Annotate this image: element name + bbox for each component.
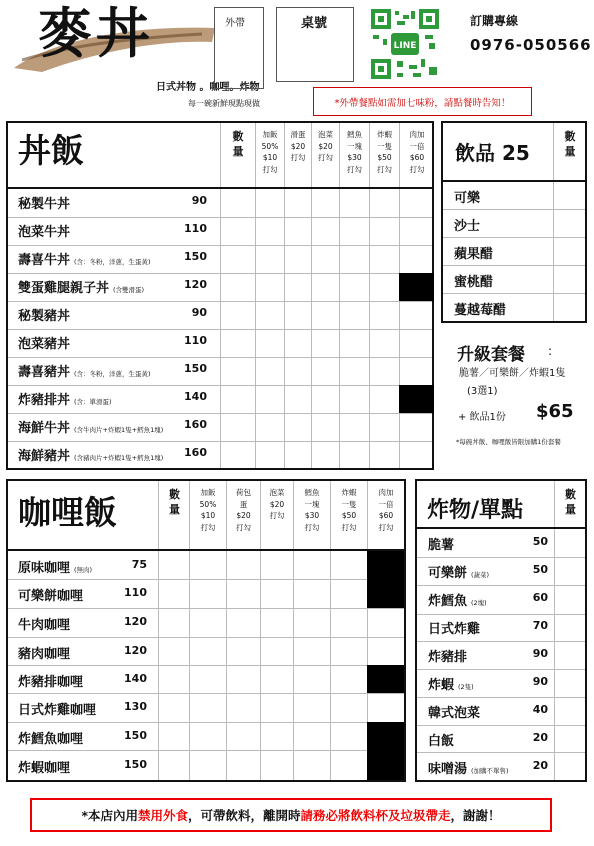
unavailable-cell bbox=[399, 385, 434, 413]
brand-logo: 麥丼 bbox=[38, 1, 154, 65]
menu-item[interactable] bbox=[18, 445, 163, 464]
donburi-addon-header: 肉加 一倍 $60 打勾 bbox=[409, 130, 425, 174]
menu-item-name: 炸蝦咖哩 bbox=[18, 761, 71, 776]
donburi-addon-header: 加飯 50% $10 打勾 bbox=[261, 130, 279, 174]
footer-highlight: 禁用外食 bbox=[137, 808, 188, 823]
menu-item-price: 120 bbox=[124, 644, 147, 657]
donburi-addon-header: 滑蛋 $20 打勾 bbox=[290, 130, 306, 163]
hotline-phone: 0976-050566 bbox=[470, 36, 592, 54]
menu-item-price: 120 bbox=[124, 615, 147, 628]
menu-item-name: 白飯 bbox=[428, 734, 455, 749]
menu-item-name: 可樂餅 bbox=[428, 566, 468, 581]
menu-item-price: 150 bbox=[184, 250, 207, 263]
menu-item-name: 蔓越莓醋 bbox=[454, 303, 507, 318]
unavailable-cell bbox=[367, 750, 404, 780]
menu-item-name: 蜜桃醋 bbox=[454, 275, 494, 290]
menu-item-note: (含：冬粉，洋蔥，生蛋黃) bbox=[74, 370, 151, 378]
menu-item-note: (2塊) bbox=[471, 599, 487, 607]
menu-item-name: 壽喜牛丼 bbox=[18, 253, 71, 268]
menu-item-name: 海鮮豬丼 bbox=[18, 449, 71, 464]
footer-text: ，謝謝！ bbox=[450, 808, 501, 823]
menu-item[interactable] bbox=[18, 305, 70, 324]
takeout-label: 外帶 bbox=[225, 18, 245, 29]
curry-title: 咖哩飯 bbox=[18, 493, 117, 532]
drinks-qty-header: 數 量 bbox=[564, 130, 576, 159]
upgrade-choice-note: (3選1) bbox=[467, 386, 498, 397]
menu-item[interactable] bbox=[18, 361, 151, 380]
menu-item-note: (含豬肉片+炸蝦1隻+鱈魚1塊) bbox=[74, 454, 164, 462]
menu-item-name: 日式炸雞 bbox=[428, 622, 481, 637]
menu-item[interactable] bbox=[454, 243, 493, 262]
unavailable-cell bbox=[399, 273, 434, 301]
menu-item-name: 炸豬排咖哩 bbox=[18, 675, 84, 690]
menu-item-name: 炸豬排丼 bbox=[18, 393, 71, 408]
menu-item-price: 140 bbox=[184, 390, 207, 403]
upgrade-colon: : bbox=[548, 344, 553, 358]
menu-item-note: (含牛肉片+炸蝦1隻+鱈魚1塊) bbox=[74, 426, 164, 434]
menu-item-price: 110 bbox=[184, 222, 207, 235]
menu-item[interactable] bbox=[18, 417, 163, 436]
menu-item[interactable] bbox=[454, 187, 480, 206]
takeout-note: *外帶餐點如需加七味粉，請點餐時告知！ bbox=[313, 87, 532, 116]
menu-item-name: 炸鱈魚 bbox=[428, 594, 468, 609]
menu-item-name: 秘製豬丼 bbox=[18, 309, 71, 324]
menu-item[interactable] bbox=[18, 757, 70, 776]
menu-item-price: 140 bbox=[124, 672, 147, 685]
menu-item-price: 50 bbox=[532, 563, 548, 576]
menu-item[interactable] bbox=[428, 590, 487, 609]
menu-item-price: 90 bbox=[532, 675, 548, 688]
menu-item-name: 壽喜豬丼 bbox=[18, 365, 71, 380]
menu-item-name: 炸豬排 bbox=[428, 650, 468, 665]
upgrade-options: 脆薯／可樂餅／炸蝦1隻 bbox=[459, 368, 566, 379]
menu-item[interactable] bbox=[18, 728, 83, 747]
menu-item[interactable] bbox=[428, 562, 489, 581]
upgrade-note: *每碗丼飯、咖哩飯皆限加購1份套餐 bbox=[456, 438, 561, 446]
menu-item-name: 可樂 bbox=[454, 191, 481, 206]
menu-item-name: 脆薯 bbox=[428, 538, 455, 553]
curry-addon-header: 鱈魚 一塊 $30 打勾 bbox=[304, 488, 320, 532]
menu-item-price: 40 bbox=[532, 703, 548, 716]
menu-item-name: 秘製牛丼 bbox=[18, 197, 71, 212]
menu-item-note: (加購不單售) bbox=[471, 767, 509, 775]
qr-line-label: LINE bbox=[393, 41, 417, 51]
menu-item-price: 70 bbox=[532, 619, 548, 632]
menu-item[interactable] bbox=[454, 215, 480, 234]
menu-item-note: (含雙滑蛋) bbox=[113, 286, 145, 294]
menu-item-name: 原味咖哩 bbox=[18, 561, 71, 576]
curry-addon-header: 加飯 50% $10 打勾 bbox=[199, 488, 217, 532]
menu-item-price: 60 bbox=[532, 591, 548, 604]
upgrade-price: $65 bbox=[536, 401, 574, 422]
menu-item-price: 160 bbox=[184, 418, 207, 431]
curry-qty-header: 數 量 bbox=[169, 488, 180, 517]
fried-qty-header: 數 量 bbox=[565, 488, 576, 517]
menu-item-price: 90 bbox=[191, 306, 207, 319]
menu-item-price: 90 bbox=[191, 194, 207, 207]
menu-item-price: 110 bbox=[184, 334, 207, 347]
footer-text: *本店內用 bbox=[81, 808, 138, 823]
menu-item[interactable] bbox=[428, 702, 480, 721]
curry-addon-header: 肉加 一倍 $60 打勾 bbox=[378, 488, 394, 532]
menu-item[interactable] bbox=[428, 646, 467, 665]
menu-item[interactable] bbox=[428, 674, 474, 693]
menu-item-note: (含：單滑蛋) bbox=[74, 398, 112, 406]
menu-item-price: 150 bbox=[124, 758, 147, 771]
hotline-label: 訂購專線 bbox=[470, 14, 519, 28]
menu-item-price: 75 bbox=[131, 558, 147, 571]
menu-item-price: 20 bbox=[532, 759, 548, 772]
menu-item-name: 炸蝦 bbox=[428, 678, 455, 693]
unavailable-cell bbox=[367, 551, 404, 579]
table-number-field[interactable] bbox=[276, 7, 354, 82]
menu-item[interactable] bbox=[18, 699, 96, 718]
menu-item-price: 150 bbox=[184, 362, 207, 375]
menu-item[interactable] bbox=[18, 193, 70, 212]
menu-item-name: 泡菜豬丼 bbox=[18, 337, 71, 352]
curry-addon-header: 炸蝦 一隻 $50 打勾 bbox=[341, 488, 357, 532]
menu-item-name: 蘋果醋 bbox=[454, 247, 494, 262]
menu-item-name: 雙蛋雞腿親子丼 bbox=[18, 281, 110, 296]
menu-item[interactable] bbox=[18, 557, 92, 576]
footer-highlight: 請務必將飲料杯及垃圾帶走 bbox=[300, 808, 451, 823]
menu-item-note: (2隻) bbox=[458, 683, 474, 691]
fried-title: 炸物/單點 bbox=[427, 498, 524, 523]
menu-item[interactable] bbox=[428, 758, 509, 777]
menu-item[interactable] bbox=[18, 389, 112, 408]
menu-item[interactable] bbox=[18, 333, 70, 352]
menu-item-price: 130 bbox=[124, 700, 147, 713]
menu-item-name: 泡菜牛丼 bbox=[18, 225, 71, 240]
unavailable-cell bbox=[367, 722, 404, 750]
qr-code-icon bbox=[369, 7, 441, 81]
menu-item-name: 可樂餅咖哩 bbox=[18, 589, 84, 604]
menu-item-price: 90 bbox=[532, 647, 548, 660]
menu-item-name: 韓式泡菜 bbox=[428, 706, 481, 721]
menu-item-price: 160 bbox=[184, 446, 207, 459]
menu-item[interactable] bbox=[18, 614, 70, 633]
menu-item[interactable] bbox=[18, 585, 83, 604]
brand-tagline: 日式丼物 。咖哩。炸物 bbox=[156, 82, 260, 93]
menu-item-name: 豬肉咖哩 bbox=[18, 647, 71, 662]
menu-item-price: 150 bbox=[124, 729, 147, 742]
upgrade-title: 升級套餐 bbox=[457, 345, 525, 365]
menu-item-price: 120 bbox=[184, 278, 207, 291]
curry-addon-header: 荷包 蛋 $20 打勾 bbox=[236, 488, 251, 532]
footer-text: ，可帶飲料，離開時 bbox=[188, 808, 301, 823]
menu-item-name: 炸鱈魚咖哩 bbox=[18, 732, 84, 747]
menu-item[interactable] bbox=[18, 671, 83, 690]
menu-item[interactable] bbox=[18, 277, 144, 296]
curry-addon-header: 泡菜 $20 打勾 bbox=[269, 488, 285, 521]
drinks-title: 飲品 25 bbox=[455, 141, 530, 165]
donburi-addon-header: 泡菜 $20 打勾 bbox=[318, 130, 333, 163]
menu-item[interactable] bbox=[454, 271, 493, 290]
menu-item-name: 味噌湯 bbox=[428, 762, 468, 777]
footer-notice bbox=[30, 798, 552, 832]
menu-item[interactable] bbox=[428, 618, 480, 637]
menu-item-name: 沙士 bbox=[454, 219, 481, 234]
takeout-checkbox[interactable] bbox=[214, 7, 264, 89]
menu-item-note: (無肉) bbox=[74, 566, 93, 574]
menu-item[interactable] bbox=[18, 221, 70, 240]
menu-item-note: (蔬菜) bbox=[471, 571, 490, 579]
menu-item-name: 海鮮牛丼 bbox=[18, 421, 71, 436]
menu-item-price: 20 bbox=[532, 731, 548, 744]
donburi-addon-header: 鱈魚 一塊 $30 打勾 bbox=[347, 130, 362, 174]
menu-item-price: 110 bbox=[124, 586, 147, 599]
upgrade-drink: + 飲品1份 bbox=[458, 412, 506, 423]
donburi-qty-header: 數 量 bbox=[232, 130, 244, 159]
menu-item-name: 日式炸雞咖哩 bbox=[18, 703, 97, 718]
menu-item-name: 牛肉咖哩 bbox=[18, 618, 71, 633]
unavailable-cell bbox=[367, 665, 404, 693]
menu-item[interactable] bbox=[18, 643, 70, 662]
donburi-addon-header: 炸蝦 一隻 $50 打勾 bbox=[377, 130, 392, 174]
unavailable-cell bbox=[367, 579, 404, 608]
brand-subtag: 每一碗新鮮現點現做 bbox=[188, 99, 260, 108]
donburi-title: 丼飯 bbox=[18, 131, 84, 170]
menu-item-price: 50 bbox=[532, 535, 548, 548]
menu-item-note: (含：冬粉，洋蔥，生蛋黃) bbox=[74, 258, 151, 266]
menu-item[interactable] bbox=[454, 299, 506, 318]
menu-item[interactable] bbox=[18, 249, 151, 268]
menu-item[interactable] bbox=[428, 534, 454, 553]
menu-item[interactable] bbox=[428, 730, 454, 749]
table-number-label: 桌號 bbox=[301, 16, 328, 31]
